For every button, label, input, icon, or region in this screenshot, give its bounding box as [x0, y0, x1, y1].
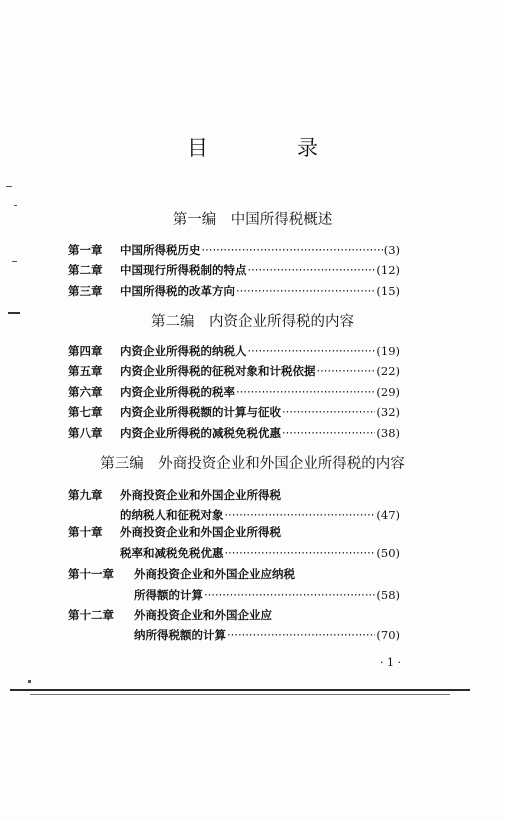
chapter-title: 外商投资企业和外国企业应 — [134, 608, 272, 622]
toc-entry — [68, 363, 400, 379]
page-number: (50) — [376, 546, 400, 560]
leader-dots — [227, 627, 375, 643]
page-number: (38) — [376, 426, 400, 440]
chapter-title-continued: 纳所得税额的计算 — [134, 628, 226, 642]
toc-entry — [68, 607, 400, 623]
toc-entry — [68, 283, 400, 299]
page-number: (22) — [376, 364, 400, 378]
scan-speck — [12, 261, 17, 262]
chapter-number: 第十二章 — [68, 608, 114, 622]
toc-entry-continuation — [120, 545, 400, 561]
toc-entry — [68, 384, 400, 400]
toc-entry — [68, 524, 400, 540]
part-heading-1: 第一编 中国所得税概述 — [172, 212, 333, 228]
leader-dots — [204, 587, 375, 603]
chapter-number: 第六章 — [68, 385, 103, 399]
bottom-rule — [10, 689, 470, 691]
chapter-title-continued: 所得额的计算 — [134, 588, 203, 602]
chapter-title: 外商投资企业和外国企业所得税 — [120, 488, 281, 502]
chapter-title: 内资企业所得税额的计算与征收 — [120, 405, 281, 419]
toc-entry — [68, 425, 400, 441]
page-number: (15) — [376, 284, 400, 298]
chapter-title: 内资企业所得税的减税免税优惠 — [120, 426, 281, 440]
chapter-number: 第五章 — [68, 364, 103, 378]
leader-dots — [317, 363, 376, 379]
page-number: (70) — [376, 628, 400, 642]
page-number: (3) — [383, 243, 400, 257]
chapter-title: 外商投资企业和外国企业应纳税 — [134, 567, 295, 581]
leader-dots — [225, 507, 376, 523]
leader-dots — [248, 262, 376, 278]
toc-entry — [68, 262, 400, 278]
bottom-rule-faint — [30, 694, 450, 695]
toc-entry-continuation — [134, 587, 400, 603]
chapter-number: 第二章 — [68, 263, 103, 277]
leader-dots — [236, 283, 375, 299]
leader-dots — [282, 404, 375, 420]
page-number: (47) — [376, 508, 400, 522]
chapter-number: 第十一章 — [68, 567, 114, 581]
chapter-title: 内资企业所得税的征税对象和计税依据 — [120, 364, 316, 378]
scan-speck — [8, 312, 20, 314]
toc-entry-continuation — [120, 507, 400, 523]
chapter-title-continued: 税率和减税免税优惠 — [120, 546, 224, 560]
toc-entry — [68, 343, 400, 359]
leader-dots — [282, 425, 375, 441]
chapter-number: 第十章 — [68, 525, 103, 539]
chapter-title: 外商投资企业和外国企业所得税 — [120, 525, 281, 539]
part-heading-2: 第二编 内资企业所得税的内容 — [151, 314, 354, 330]
chapter-number: 第八章 — [68, 426, 103, 440]
toc-entry-continuation — [134, 627, 400, 643]
page-number: (58) — [376, 588, 400, 602]
leader-dots — [236, 384, 375, 400]
leader-dots — [248, 343, 376, 359]
toc-entry — [68, 487, 400, 503]
chapter-title: 中国所得税历史 — [120, 243, 201, 257]
toc-entry — [68, 566, 400, 582]
chapter-number: 第四章 — [68, 344, 103, 358]
toc-entry — [68, 242, 400, 258]
page-number: (32) — [376, 405, 400, 419]
part-heading-3: 第三编 外商投资企业和外国企业所得税的内容 — [100, 456, 405, 472]
chapter-number: 第七章 — [68, 405, 103, 419]
chapter-number: 第三章 — [68, 284, 103, 298]
chapter-number: 第九章 — [68, 488, 103, 502]
page-number: (12) — [376, 263, 400, 277]
toc-entry — [68, 404, 400, 420]
page-title: 目 录 — [187, 136, 352, 160]
scan-speck — [14, 205, 17, 206]
chapter-title: 中国所得税的改革方向 — [120, 284, 235, 298]
scan-speck — [6, 186, 12, 187]
chapter-title: 内资企业所得税的税率 — [120, 385, 235, 399]
chapter-title: 内资企业所得税的纳税人 — [120, 344, 247, 358]
chapter-number: 第一章 — [68, 243, 103, 257]
chapter-title-continued: 的纳税人和征税对象 — [120, 508, 224, 522]
page-folio: · 1 · — [380, 656, 401, 669]
leader-dots — [225, 545, 376, 561]
page-number: (19) — [376, 344, 400, 358]
leader-dots — [202, 242, 383, 258]
page-number: (29) — [376, 385, 400, 399]
scan-speck — [28, 680, 31, 683]
chapter-title: 中国现行所得税制的特点 — [120, 263, 247, 277]
